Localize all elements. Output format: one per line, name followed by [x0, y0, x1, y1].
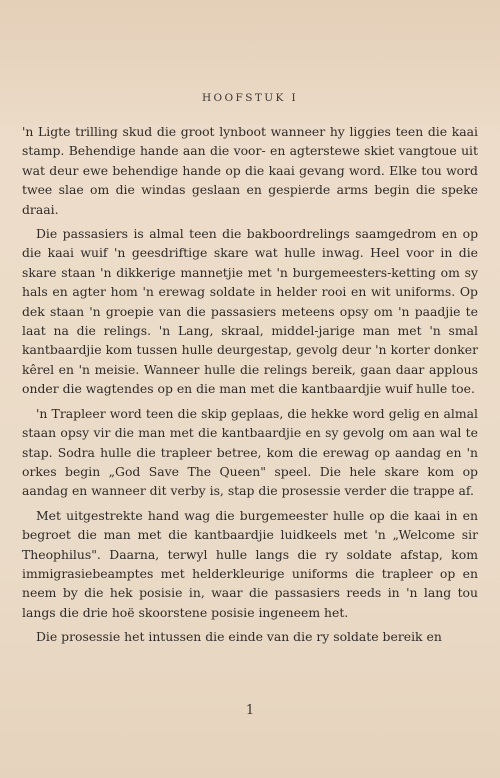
body-text	[22, 122, 478, 652]
paragraph-5: Die prosessie het intussen die einde van die ry soldate bereik en	[36, 629, 442, 645]
paragraph-4: Met uitgestrekte hand wag die burgemeester hulle op die kaai in en begroet die man met die kantbaardjie luidkeels met 'n „Welcome sir Theophilus". Daarna, terwyl hulle langs die ry soldate afstap, kom immigrasiebeamptes met helderkleurige uniforms die trapleer op en neem by die hek posisie in, waar die passasiers reeds in 'n lang tou langs die drie hoë skoorstene posisie ingeneem het.	[22, 507, 478, 620]
book-page	[22, 0, 478, 778]
paragraph-1: 'n Ligte trilling skud die groot lynboot wanneer hy liggies teen die kaai stamp. Behendige hande aan die voor- en agterstewe skiet vangtoue uit wat deur ewe behendige hande op die kaai gevang word. Elke tou word twee slae om die windas geslaan en gespierde arms begin die speke draai.	[22, 124, 478, 217]
paragraph-2: Die passasiers is almal teen die bakboordrelings saamgedrom en op die kaai wuif 'n geesdriftige skare wat hulle inwag. Heel voor in die skare staan 'n dikkerige mannetjie met 'n burgemeesters-ketting om sy hals en agter hom 'n erewag soldate in helder rooi en wit uniforms. Op dek staan 'n groepie van die passasiers meteens opsy om 'n paadjie te laat na die relings. 'n Lang, skraal, middel-jarige man met 'n smal kantbaardjie kom tussen hulle deurgestap, gevolg deur 'n korter donker kêrel en 'n meisie. Wanneer hulle die relings bereik, gaan daar applous onder die wagtendes op en die man met die kantbaardjie wuif hulle toe.	[22, 226, 478, 397]
page-number: 1	[245, 703, 255, 718]
paragraph-3: 'n Trapleer word teen die skip geplaas, die hekke word gelig en almal staan opsy vir die man met die kantbaardjie en sy gevolg om aan wal te stap. Sodra hulle die trapleer betree, kom die erewag op aandag en 'n orkes begin „God Save The Queen" speel. Die hele skare kom op aandag en wanneer dit verby is, stap die prosessie verder die trappe af.	[22, 405, 478, 499]
chapter-heading: HOOFSTUK I	[201, 92, 299, 104]
